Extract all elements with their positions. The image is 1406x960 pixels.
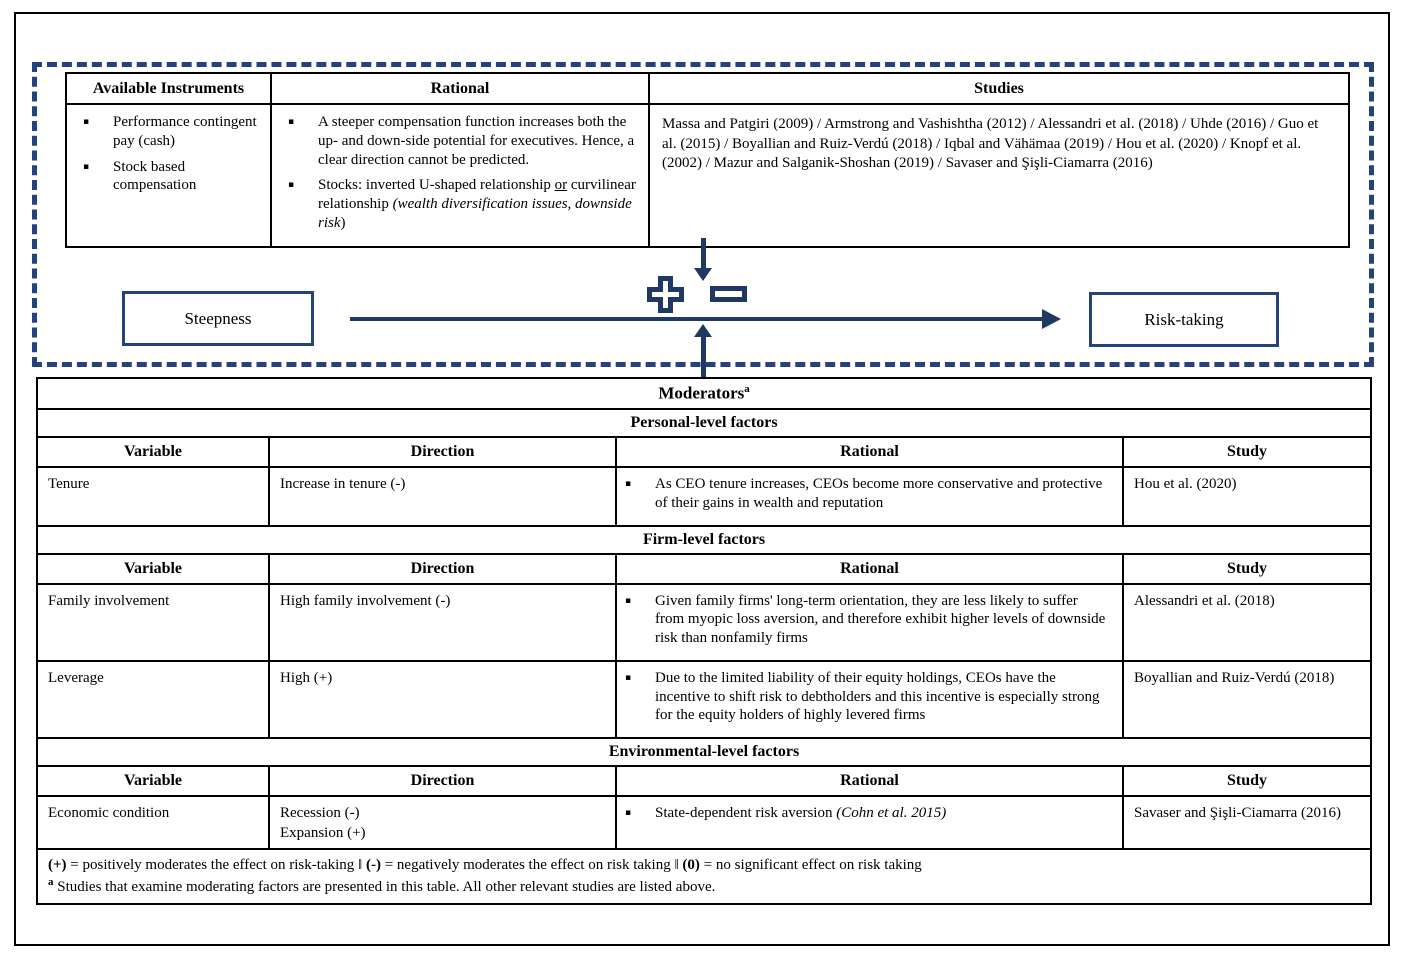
rational-cell: [616, 661, 1123, 738]
footnote-legend: [48, 855, 1360, 875]
section-firm-label: Firm-level factors: [37, 526, 1371, 554]
instruments-table-header-row: [66, 73, 1349, 104]
bullet-icon: ▪: [625, 672, 632, 683]
study-cell: Boyallian and Ruiz-Verdú (2018): [1123, 661, 1371, 738]
moderators-title: [37, 378, 1371, 409]
rational-text: Due to the limited liability of their equity holdings, CEOs have the incentive to shift risk to debtholders and this incentive is especially strong for the equity holders of highly levered firms: [655, 669, 1100, 724]
section-environmental-label: Environmental-level factors: [37, 738, 1371, 766]
rational-text: [655, 804, 1110, 823]
col-header-variable: Variable: [37, 766, 269, 796]
rational-segment: Stocks: inverted U-shaped relationship: [318, 177, 555, 194]
col-header-rational: Rational: [616, 766, 1123, 796]
col-header-direction: Direction: [269, 554, 616, 584]
up-arrow-stem: [701, 336, 706, 378]
footnote-symbol: (0): [682, 857, 700, 873]
col-header-study: Study: [1123, 437, 1371, 467]
section-personal-label: Personal-level factors: [37, 409, 1371, 437]
col-header-study: Study: [1123, 554, 1371, 584]
available-instruments-cell: [66, 104, 271, 247]
rational-segment: curvilinear relationship: [318, 177, 636, 212]
rational-segment-italic: (wealth diversification issues, downside risk: [318, 196, 632, 231]
bullet-icon: ▪: [83, 161, 90, 172]
rational-item: [280, 113, 638, 169]
footnote-symbol: (-): [365, 857, 381, 873]
table-row-leverage: [37, 661, 1371, 738]
footnote-text: Studies that examine moderating factors are presented in this table. All other relevant studies are listed above.: [53, 879, 716, 896]
col-header-study: Study: [1123, 766, 1371, 796]
minus-icon: [710, 286, 747, 307]
relationship-arrow-line: [350, 317, 1044, 321]
instruments-table-body-row: [66, 104, 1349, 247]
rational-segment: State-dependent risk aversion: [655, 805, 837, 821]
rational-cell: [616, 584, 1123, 661]
steepness-label: Steepness: [184, 308, 252, 328]
col-header-variable: Variable: [37, 554, 269, 584]
plus-icon: [647, 276, 684, 318]
study-cell: Hou et al. (2020): [1123, 467, 1371, 526]
header-studies: Studies: [649, 73, 1349, 104]
risk-taking-label: Risk-taking: [1144, 309, 1224, 329]
table-row-economic-condition: [37, 796, 1371, 849]
studies-list: Massa and Patgiri (2009) / Armstrong and Vashishtha (2012) / Alessandri et al. (2018) / Uhde (2016) / Guo et al. (2015) / Boyallian and Ruiz-Verdú (2018) / Iqbal and Vähämaa (2019) / Hou et al. (2020) / Knopf et al. (2002) / Mazur and Salganik-Shoshan (2019) / Savaser and Şişli-Ciamarra (2016): [662, 116, 1319, 171]
study-cell: Savaser and Şişli-Ciamarra (2016): [1123, 796, 1371, 849]
down-arrow-head: [694, 268, 712, 281]
rational-cell: [616, 467, 1123, 526]
rational-item: [617, 669, 1110, 725]
section-personal-row: [37, 409, 1371, 437]
column-header-row: [37, 554, 1371, 584]
rational-item: [280, 176, 638, 232]
rational-item: [617, 592, 1110, 648]
moderators-title-superscript: a: [744, 383, 750, 396]
moderators-table: [36, 377, 1372, 905]
moderators-title-text: Moderators: [658, 383, 745, 403]
variable-cell: Family involvement: [37, 584, 269, 661]
footnote-a: [48, 875, 1360, 897]
table-row-family-involvement: [37, 584, 1371, 661]
rational-item: [617, 475, 1110, 513]
rational-segment-italic: (Cohn et al. 2015): [836, 805, 947, 821]
direction-cell: High (+): [269, 661, 616, 738]
rational-cell: [271, 104, 649, 247]
section-firm-row: [37, 526, 1371, 554]
footnote-superscript: a: [48, 876, 54, 889]
bullet-icon: ▪: [625, 595, 632, 606]
column-header-row: [37, 437, 1371, 467]
col-header-direction: Direction: [269, 437, 616, 467]
column-header-row: [37, 766, 1371, 796]
section-environmental-row: [37, 738, 1371, 766]
footnote-text: = negatively moderates the effect on risk taking ‖: [380, 857, 683, 873]
bullet-icon: ▪: [288, 117, 295, 127]
rational-item: [617, 804, 1110, 823]
col-header-variable: Variable: [37, 437, 269, 467]
footnote-cell: [37, 849, 1371, 904]
col-header-rational: Rational: [616, 554, 1123, 584]
instrument-item: [75, 113, 260, 151]
variable-cell: Tenure: [37, 467, 269, 526]
direction-cell: [269, 796, 616, 849]
col-header-direction: Direction: [269, 766, 616, 796]
down-arrow-stem: [701, 238, 706, 269]
bullet-icon: ▪: [625, 808, 632, 818]
col-header-rational: Rational: [616, 437, 1123, 467]
rational-text: As CEO tenure increases, CEOs become more conservative and protective of their gains in wealth and reputation: [655, 476, 1103, 511]
direction-cell: Increase in tenure (-): [269, 467, 616, 526]
bullet-icon: ▪: [625, 479, 632, 489]
instrument-item: [75, 158, 260, 196]
header-rational: Rational: [271, 73, 649, 104]
direction-line: Expansion (+): [280, 824, 366, 841]
direction-line: Recession (-): [280, 805, 360, 821]
studies-cell: [649, 104, 1349, 247]
rational-segment-underlined: or: [554, 177, 568, 194]
variable-cell: Leverage: [37, 661, 269, 738]
table-row-tenure: [37, 467, 1371, 526]
study-cell: Alessandri et al. (2018): [1123, 584, 1371, 661]
variable-cell: Economic condition: [37, 796, 269, 849]
risk-taking-box: [1089, 292, 1279, 347]
instruments-table: [65, 72, 1350, 248]
rational-text: A steeper compensation function increases both the up- and down-side potential for executives. Hence, a clear direction cannot be predicted.: [318, 114, 635, 168]
rational-segment: ): [340, 214, 346, 231]
steepness-box: [122, 291, 314, 346]
bullet-icon: ▪: [83, 117, 90, 127]
footnote-row: [37, 849, 1371, 904]
bullet-icon: ▪: [288, 180, 295, 191]
rational-text: Given family firms' long-term orientation, they are less likely to suffer from myopic loss aversion, and therefore exhibit higher levels of downside risk than nonfamily firms: [655, 592, 1106, 646]
moderators-title-row: [37, 378, 1371, 409]
instrument-label: Stock based compensation: [113, 158, 197, 194]
header-available-instruments: Available Instruments: [66, 73, 271, 104]
relationship-arrow-head: [1042, 309, 1061, 329]
instrument-label: Performance contingent pay (cash): [113, 114, 257, 149]
rational-cell: [616, 796, 1123, 849]
footnote-symbol: (+): [48, 857, 67, 873]
footnote-text: = positively moderates the effect on risk-taking ‖: [66, 857, 366, 873]
footnote-text: = no significant effect on risk taking: [699, 857, 922, 873]
rational-text: [318, 176, 638, 232]
direction-cell: High family involvement (-): [269, 584, 616, 661]
